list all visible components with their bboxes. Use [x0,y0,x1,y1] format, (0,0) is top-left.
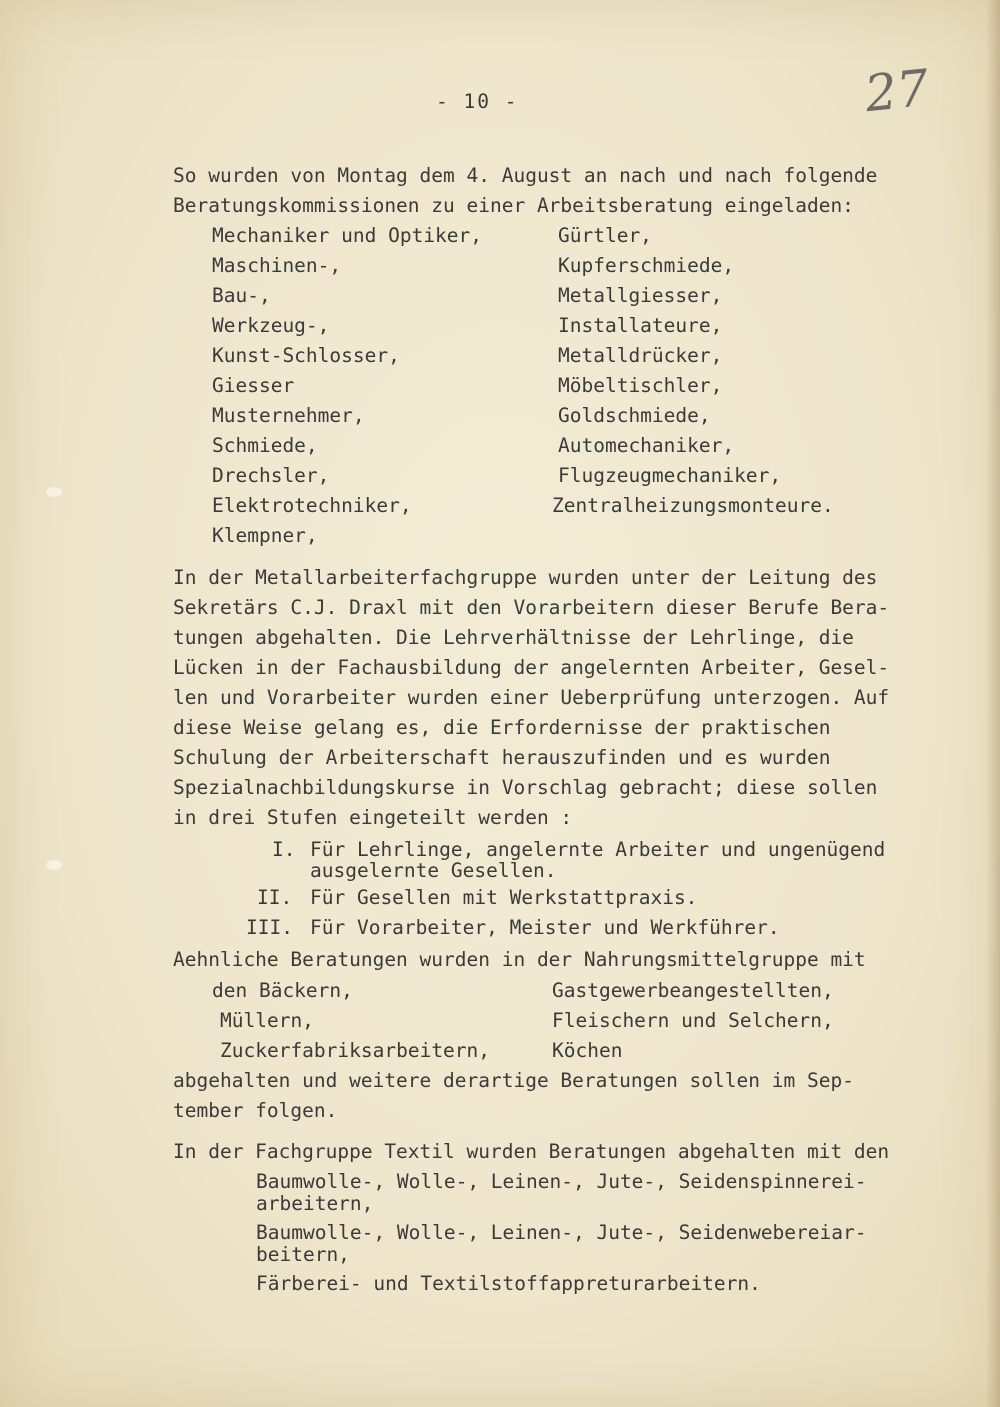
commission-right-item: Möbeltischler, [558,374,723,397]
commission-left-item: Drechsler, [212,464,330,487]
stage-text: Für Lehrlinge, angelernte Arbeiter und ungenügend [310,838,886,861]
stage-text: ausgelernte Gesellen. [310,859,557,882]
food-left-item: Müllern, [220,1009,314,1032]
commission-left-item: Bau-, [212,284,271,307]
stage-number: III. [246,916,293,939]
paragraph-line: Lücken in der Fachausbildung der angelernten Arbeiter, Gesel- [173,656,890,679]
paragraph-line: Spezialnachbildungskurse in Vorschlag gebracht; diese sollen [173,776,878,799]
food-right-item: Köchen [552,1039,623,1062]
paragraph-line: len und Vorarbeiter wurden einer Ueberprüfung unterzogen. Auf [173,686,890,709]
commission-right-item: Installateure, [558,314,723,337]
handwritten-folio-number: 27 [862,58,932,124]
commission-right-item: Automechaniker, [558,434,735,457]
commission-right-item: Kupferschmiede, [558,254,735,277]
paragraph-line: abgehalten und weitere derartige Beratungen sollen im Sep- [173,1069,854,1092]
paragraph-line: Sekretärs C.J. Draxl mit den Vorarbeitern dieser Berufe Bera- [173,596,890,619]
paragraph-line: tember folgen. [173,1099,338,1122]
commission-left-item: Maschinen-, [212,254,342,277]
commission-left-item: Giesser [212,374,295,397]
commission-left-item: Mechaniker und Optiker, [212,224,483,247]
intro-line: Beratungskommissionen zu einer Arbeitsberatung eingeladen: [173,194,854,217]
paragraph-line: Aehnliche Beratungen wurden in der Nahrungsmittelgruppe mit [173,948,866,971]
food-right-item: Gastgewerbeangestellten, [552,979,834,1002]
paragraph-line: In der Fachgruppe Textil wurden Beratungen abgehalten mit den [173,1140,890,1163]
commission-right-item: Flugzeugmechaniker, [558,464,782,487]
stage-number: I. [272,838,296,861]
commission-right-item: Metalldrücker, [558,344,723,367]
commission-left-item: Elektrotechniker, [212,494,412,517]
paragraph-line: diese Weise gelang es, die Erfordernisse der praktischen [173,716,831,739]
commission-left-item: Musternehmer, [212,404,365,427]
punch-hole-mark [46,860,62,870]
textile-item: Baumwolle-, Wolle-, Leinen-, Jute-, Seidenspinnerei- [256,1170,867,1193]
paragraph-line: in drei Stufen eingeteilt werden : [173,806,573,829]
food-left-item: Zuckerfabriksarbeitern, [220,1039,491,1062]
paragraph-line: In der Metallarbeiterfachgruppe wurden unter der Leitung des [173,566,878,589]
food-right-item: Fleischern und Selchern, [552,1009,834,1032]
intro-line: So wurden von Montag dem 4. August an nach und nach folgende [173,164,878,187]
textile-item: Baumwolle-, Wolle-, Leinen-, Jute-, Seidenwebereiar- [256,1221,867,1244]
commission-right-item: Gürtler, [558,224,652,247]
stage-text: Für Gesellen mit Werkstattpraxis. [310,886,698,909]
commission-left-item: Klempner, [212,524,318,547]
page-number: - 10 - [436,90,519,113]
page-edge-shadow [986,0,1000,1407]
stage-number: II. [257,886,293,909]
commission-left-item: Kunst-Schlosser, [212,344,400,367]
textile-item: Färberei- und Textilstoffappreturarbeitern. [256,1272,761,1295]
commission-right-item: Zentralheizungsmonteure. [552,494,834,517]
paragraph-line: tungen abgehalten. Die Lehrverhältnisse der Lehrlinge, die [173,626,854,649]
commission-right-item: Metallgiesser, [558,284,723,307]
punch-hole-mark [46,487,62,497]
textile-item: beitern, [256,1243,350,1266]
commission-left-item: Werkzeug-, [212,314,330,337]
commission-right-item: Goldschmiede, [558,404,711,427]
food-left-item: den Bäckern, [212,979,353,1002]
stage-text: Für Vorarbeiter, Meister und Werkführer. [310,916,780,939]
paragraph-line: Schulung der Arbeiterschaft herauszufinden und es wurden [173,746,831,769]
commission-left-item: Schmiede, [212,434,318,457]
textile-item: arbeitern, [256,1192,374,1215]
